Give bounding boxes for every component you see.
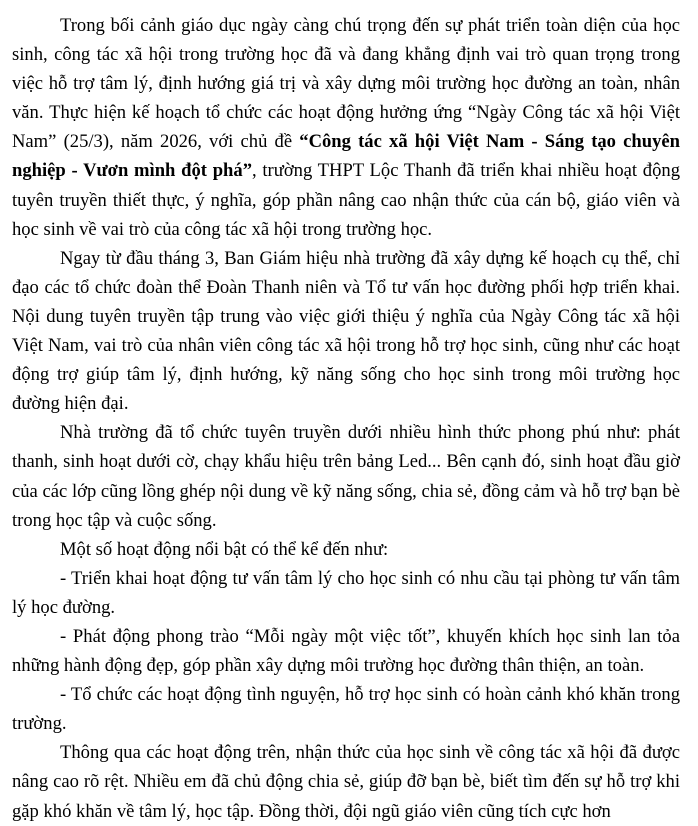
- paragraph-highlights-intro: Một số hoạt động nổi bật có thể kể đến như:: [60, 538, 389, 560]
- paragraph-plan: Ngay từ đầu tháng 3, Ban Giám hiệu nhà trường đã xây dựng kế hoạch cụ thể, chỉ đạo các tổ chức đoàn thể Đoàn Thanh niên và Tổ tư vấn học đường phối hợp triển khai. Nội dung tuyên truyền tập trung vào việc giới thiệu ý nghĩa của Ngày Công tác xã hội Việt Nam, vai trò của nhân viên công tác xã hội trong hỗ trợ học sinh, cũng như các hoạt động trợ giúp tâm lý, định hướng, kỹ năng sống cho học sinh trong môi trường học đường hiện đại.: [12, 247, 680, 415]
- list-item-counseling: - Triển khai hoạt động tư vấn tâm lý cho học sinh có nhu cầu tại phòng tư vấn tâm lý học đường.: [12, 567, 680, 618]
- list-item-good-deed: - Phát động phong trào “Mỗi ngày một việc tốt”, khuyến khích học sinh lan tỏa những hành động đẹp, góp phần xây dựng môi trường học đường thân thiện, an toàn.: [12, 625, 680, 677]
- theme-title: “Công tác xã hội Việt Nam - Sáng tạo chuyên nghiệp - Vươn mình đột phá”: [12, 131, 680, 182]
- paragraph-forms: Nhà trường đã tổ chức tuyên truyền dưới nhiều hình thức phong phú như: phát thanh, sinh hoạt dưới cờ, chạy khẩu hiệu trên bảng Led... Bên cạnh đó, sinh hoạt đầu giờ của các lớp cũng lồng ghép nội dung về kỹ năng sống, chia sẻ, đồng cảm và hỗ trợ bạn bè trong học tập và cuộc sống.: [12, 422, 680, 531]
- paragraph-results: Thông qua các hoạt động trên, nhận thức của học sinh về công tác xã hội đã được nâng cao rõ rệt. Nhiều em đã chủ động chia sẻ, giúp đỡ bạn bè, biết tìm đến sự hỗ trợ khi gặp khó khăn về tâm lý, học tập. Đồng thời, đội ngũ giáo viên cũng tích cực hơn: [12, 742, 680, 822]
- list-item-volunteer: - Tổ chức các hoạt động tình nguyện, hỗ trợ học sinh có hoàn cảnh khó khăn trong trường.: [12, 684, 680, 735]
- paragraph-intro-text-start: Trong bối cảnh giáo dục ngày càng chú trọng đến sự phát triển toàn diện của học sinh, công tác xã hội trong trường học đã và đang khẳng định vai trò quan trọng trong việc hỗ trợ tâm lý, định hướng giá trị và xây dựng môi trường học đường an toàn, nhân văn. Thực hiện kế hoạch tổ chức các hoạt động hưởng ứng “Ngày Công tác xã hội Việt Nam” (25/3), năm 2026, với chủ đề: [12, 15, 680, 153]
- paragraph-intro: [12, 11, 680, 244]
- paragraph-intro-text-end: , trường THPT Lộc Thanh đã triển khai nhiều hoạt động tuyên truyền thiết thực, ý nghĩa, góp phần nâng cao nhận thức của cán bộ, giáo viên và học sinh về vai trò của công tác xã hội trong trường học.: [12, 160, 680, 240]
